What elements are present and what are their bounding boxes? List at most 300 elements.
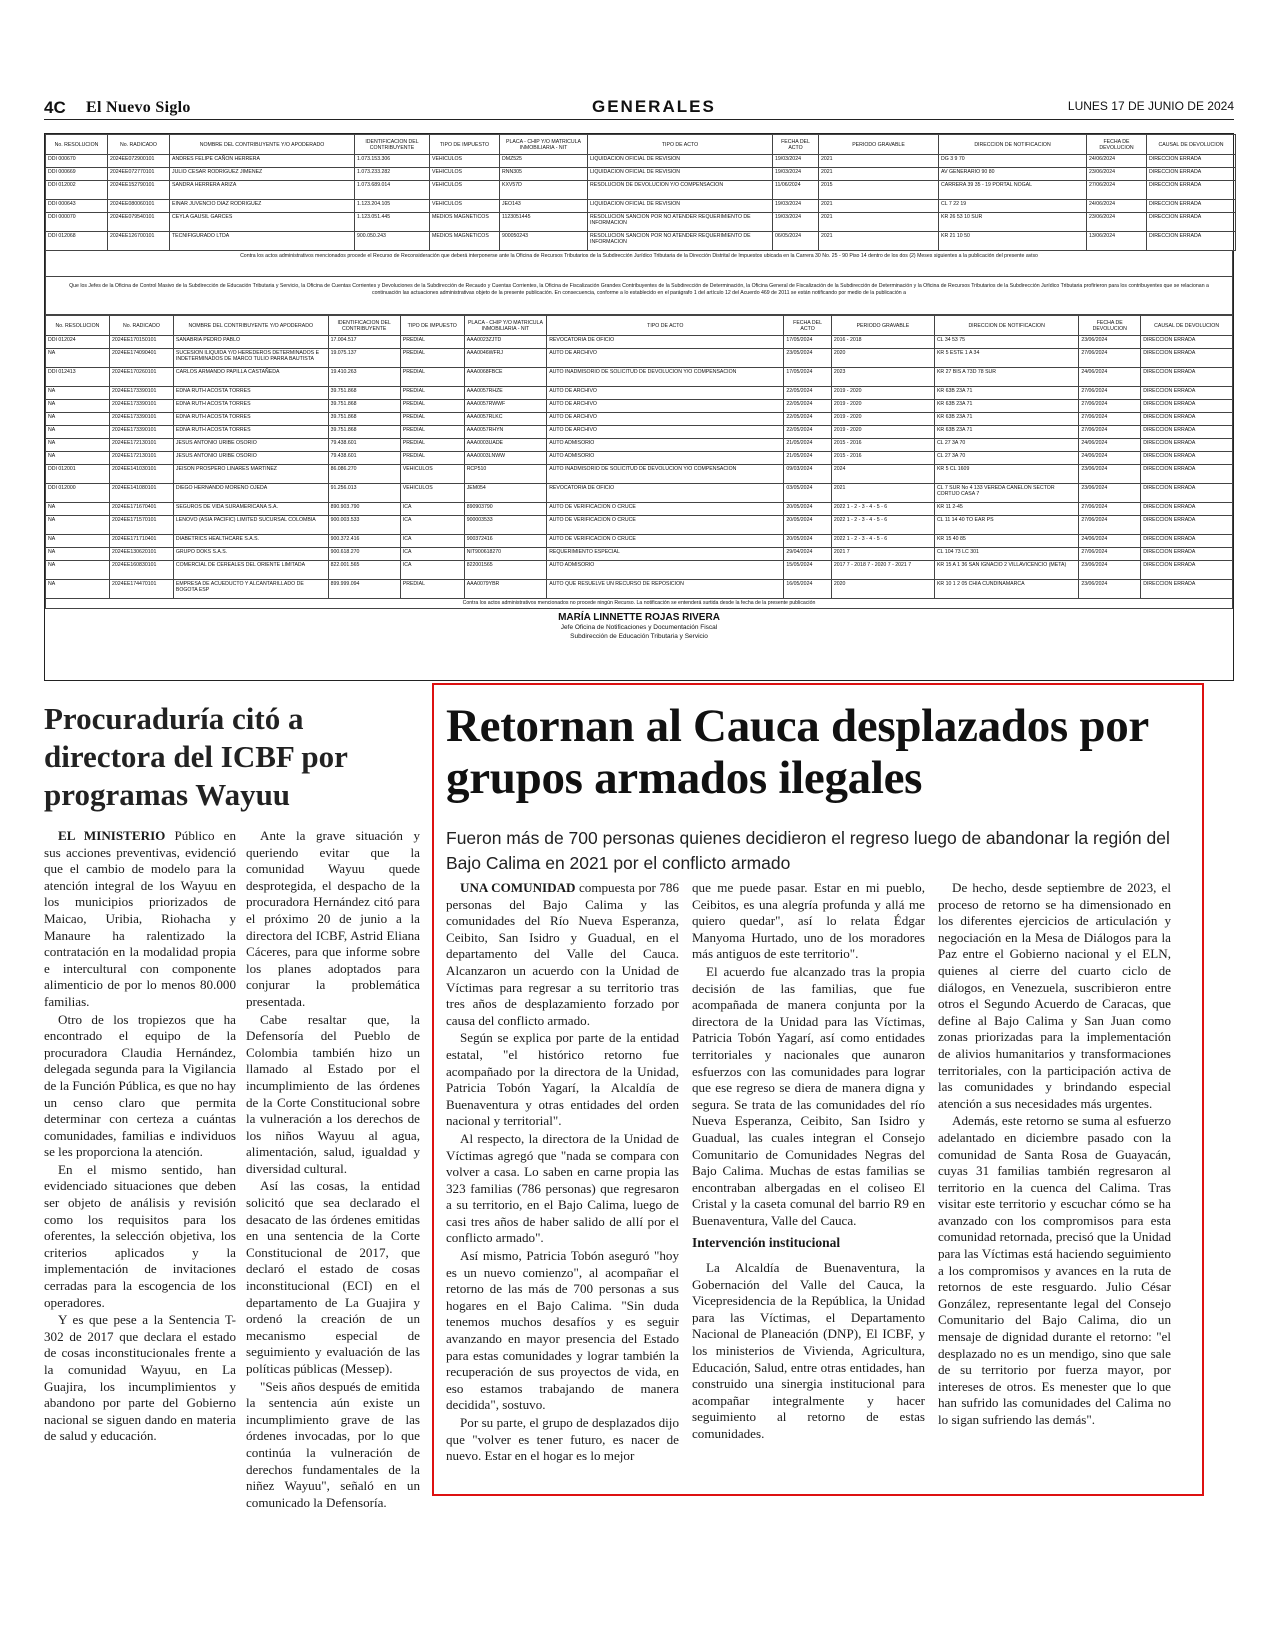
table-cell: AUTO DE ARCHIVO: [547, 426, 784, 439]
article-paragraph: Cabe resaltar que, la Defensoría del Pueblo de Colombia también hizo un llamado al Estado por el incumplimiento de las órdenes de la Corte Constitucional sobre la vulneración a los derechos de los niños Wayuu al agua, alimentación, salud, igualdad y diversidad cultural.: [246, 1011, 420, 1176]
table-cell: JEISON PROSPERO LINARES MARTINEZ: [173, 465, 328, 484]
table-cell: 2024EE171710401: [109, 535, 173, 548]
table-cell: 1.073.153.306: [355, 155, 430, 168]
column-header: CAUSAL DE DEVOLUCION: [1141, 316, 1233, 336]
table-cell: 2024: [831, 465, 934, 484]
table-cell: DIRECCION ERRADA: [1141, 535, 1233, 548]
table-row: [46, 484, 1233, 503]
table-cell: DIRECCION ERRADA: [1141, 452, 1233, 465]
notice-appeal-text: Contra los actos administrativos mencionados procede el Recurso de Reconsideración que deberá interponerse ante la Oficina de Recursos Tributarios de la Subdirección Jurídico Tributaria de la Dirección Distrital de Impuestos ubicada en la Carrera 30 No. 25 - 90 Piso 14 dentro de los dos (2) Meses siguientes a la publicación del presente aviso: [45, 251, 1233, 277]
table-row: [46, 213, 1236, 232]
column-header: IDENTIFICACION DEL CONTRIBUYENTE: [355, 135, 430, 155]
table-cell: DIRECCION ERRADA: [1141, 439, 1233, 452]
table-cell: EDNA RUTH ACOSTA TORRES: [173, 413, 328, 426]
table-cell: 23/06/2024: [1079, 465, 1141, 484]
table-cell: 24/06/2024: [1079, 368, 1141, 387]
table-row: [46, 535, 1233, 548]
table-cell: 900050243: [500, 232, 588, 251]
table-cell: KR 26 53 10 SUR: [939, 213, 1087, 232]
table-cell: 2024EE173390101: [109, 413, 173, 426]
table-cell: 2021: [819, 155, 939, 168]
table-cell: DIRECCION ERRADA: [1141, 413, 1233, 426]
table-cell: AUTO DE ARCHIVO: [547, 413, 784, 426]
table-cell: VEHICULOS: [400, 484, 464, 503]
newspaper-logo: El Nuevo Siglo: [86, 99, 191, 116]
table-cell: LENOVO (ASIA PACIFIC) LIMITED SUCURSAL COLOMBIA: [173, 516, 328, 535]
table-cell: 23/06/2024: [1079, 561, 1141, 580]
table-row: [46, 155, 1236, 168]
table-cell: DDI 012001: [46, 465, 110, 484]
table-cell: 20/05/2024: [784, 503, 831, 516]
column-header: No. RESOLUCION: [46, 316, 110, 336]
table-row: [46, 200, 1236, 213]
column-header: IDENTIFICACION DEL CONTRIBUYENTE: [328, 316, 400, 336]
article-paragraph: La Alcaldía de Buenaventura, la Gobernación del Valle del Cauca, la Vicepresidencia de la República, la Unidad para las Víctimas, el Departamento Nacional de Planeación (DNP), El ICBF, y los ministerios de Vivienda, Agricultura, Educación, Salud, entre otras entidades, han construido una sinergia institucional para acompañar integralmente y hacer seguimiento al retorno de estas comunidades.: [692, 1260, 925, 1441]
table-cell: 2024EE141080101: [109, 484, 173, 503]
table-cell: MEDIOS MAGNETICOS: [430, 232, 500, 251]
table-cell: AAA0023ZJTD: [464, 336, 547, 349]
paragraph-text: Público en sus acciones preventivas, evidenció que el cambio de modelo para la atención integral de los Wayuu en los municipios priorizados de Maicao, Uribia, Riohacha y Manaure ha ralentizado la contratación en la modalidad propia e intercultural con componente alimenticio de por lo menos 80.000 familias.: [44, 828, 236, 1009]
table-cell: 24/06/2024: [1087, 200, 1147, 213]
table-cell: 27/06/2024: [1079, 413, 1141, 426]
table-row: [46, 349, 1233, 368]
column-header: TIPO DE ACTO: [547, 316, 784, 336]
table-cell: 03/05/2024: [784, 484, 831, 503]
lead-in: UNA COMUNIDAD: [460, 880, 576, 895]
table-cell: DMZ525: [500, 155, 588, 168]
table-cell: NA: [46, 503, 110, 516]
table-cell: 19.075.137: [328, 349, 400, 368]
article-paragraph: Así las cosas, la entidad solicitó que sea declarado el desacato de las órdenes emitidas en una sentencia de la Corte Constitucional de 2017, que declaró el estado de cosas inconstitucional (ECI) en el departamento de La Guajira y ordenó la creación de un mecanismo especial de seguimiento y evaluación de las políticas públicas (Messep).: [246, 1178, 420, 1376]
table-cell: 17.004.517: [328, 336, 400, 349]
table-cell: PREDIAL: [400, 439, 464, 452]
column-header: TIPO DE IMPUESTO: [400, 316, 464, 336]
column-header: NOMBRE DEL CONTRIBUYENTE Y/O APODERADO: [173, 316, 328, 336]
table-cell: 899.999.094: [328, 580, 400, 599]
article-subhead: Intervención institucional: [692, 1235, 841, 1251]
table-cell: 822.001.565: [328, 561, 400, 580]
table-cell: EMPRESA DE ACUEDUCTO Y ALCANTARILLADO DE BOGOTA ESP: [173, 580, 328, 599]
table-cell: AUTO INADMISORIO DE SOLICITUD DE DEVOLUCION Y/O COMPENSACION: [547, 465, 784, 484]
table-cell: DDI 012000: [46, 484, 110, 503]
table-cell: 09/03/2024: [784, 465, 831, 484]
table-cell: 20/05/2024: [784, 535, 831, 548]
table-cell: EDNA RUTH ACOSTA TORRES: [173, 387, 328, 400]
table-cell: CARLOS ARMANDO PAPILLA CASTAÑEDA: [173, 368, 328, 387]
article-paragraph: Además, este retorno se suma al esfuerzo adelantado en diciembre pasado con la comunidad de Santa Rosa de Guayacán, cuyas 31 familias también regresaron al territorio en la cuenca del Calima. Tras visitar este territorio y escuchar cómo se ha avanzado con los compromisos para esta comunidad retornada, precisó que la Unidad para las Víctimas está haciendo seguimiento a los compromisos y avances en la ruta de retornos de este resguardo. Julio César González, representante legal del Consejo Comunitario del Bajo Calima, dio un mensaje de dignidad durante el retorno: "el desplazado no es un mendigo, sino que sale de su territorio por fuerza mayor, por intereses de otros. Es menester que lo que han sufrido las comunidades del Calima no lo sigan sufriendo las demás".: [938, 1113, 1171, 1427]
article-paragraph: "Seis años después de emitida la sentencia aún existe un incumplimiento grave de las órdenes invocadas, por lo que continúa la vulneración de derechos fundamentales de la niñez Wayuu", señaló en un comunicado la Defensoría.: [246, 1378, 420, 1510]
table-row: [46, 465, 1233, 484]
article-paragraph: [446, 1030, 679, 1130]
table-cell: JEO143: [500, 200, 588, 213]
table-cell: 890903790: [464, 503, 547, 516]
table-cell: 22/05/2024: [784, 387, 831, 400]
table-cell: KR 10 1 2 05 CHIA CUNDINAMARCA: [934, 580, 1078, 599]
table-cell: PREDIAL: [400, 349, 464, 368]
table-cell: NA: [46, 439, 110, 452]
table-cell: 2019 - 2020: [831, 400, 934, 413]
table-row: [46, 232, 1236, 251]
table-cell: AAA0057RHYN: [464, 426, 547, 439]
table-cell: LIQUIDACION OFICIAL DE REVISION: [588, 155, 773, 168]
section-title: GENERALES: [592, 97, 716, 116]
table-cell: DIRECCION ERRADA: [1147, 155, 1236, 168]
table-cell: 23/06/2024: [1087, 213, 1147, 232]
table-cell: AAA0057RHZE: [464, 387, 547, 400]
table-cell: GRUPO DOKS S.A.S.: [173, 548, 328, 561]
table-cell: DIRECCION ERRADA: [1147, 213, 1236, 232]
table-cell: 2024EE160830101: [109, 561, 173, 580]
table-cell: 06/05/2024: [773, 232, 819, 251]
article-paragraph: [446, 880, 679, 1029]
table-cell: 39.751.868: [328, 426, 400, 439]
table-cell: RESOLUCION SANCION POR NO ATENDER REQUERIMIENTO DE INFORMACION: [588, 213, 773, 232]
right-article-subtitle: Fueron más de 700 personas quienes decidieron el regreso luego de abandonar la región del Bajo Calima en 2021 por el conflicto armado: [446, 828, 1170, 873]
table-cell: SEGUROS DE VIDA SURAMERICANA S.A.: [173, 503, 328, 516]
table-cell: 17/05/2024: [784, 336, 831, 349]
table-cell: AAA0068FBCE: [464, 368, 547, 387]
table-cell: NA: [46, 349, 110, 368]
table-cell: PREDIAL: [400, 580, 464, 599]
column-header: FECHA DE DEVOLUCION: [1087, 135, 1147, 155]
table-cell: ICA: [400, 561, 464, 580]
table-cell: DDI 012024: [46, 336, 110, 349]
paragraph-text: Por su parte, el grupo de desplazados dijo que "volver es tener futuro, es nacer de nuevo. Estar en el hogar es lo mejor: [446, 1415, 679, 1464]
left-article-col2: [246, 828, 420, 1510]
table-cell: 2019 - 2020: [831, 413, 934, 426]
column-header: PLACA - CHIP Y/O MATRICULA INMOBILIARIA - NIT: [500, 135, 588, 155]
table-cell: 23/06/2024: [1079, 336, 1141, 349]
table-cell: 17/05/2024: [784, 368, 831, 387]
table-cell: AUTO QUE RESUELVE UN RECURSO DE REPOSICION: [547, 580, 784, 599]
table-cell: CL 27 3A 70: [934, 452, 1078, 465]
table-cell: JESUS ANTONIO URIBE OSORIO: [173, 439, 328, 452]
notice-table-2: [45, 315, 1233, 599]
table-cell: RCP510: [464, 465, 547, 484]
table-cell: 22/05/2024: [784, 400, 831, 413]
table-cell: AAA0003LNWW: [464, 452, 547, 465]
signer-role: Jefe Oficina de Notificaciones y Documentación Fiscal: [560, 624, 718, 631]
table-cell: 2024EE170260101: [109, 368, 173, 387]
table-cell: 27/06/2024: [1079, 426, 1141, 439]
table-cell: 24/06/2024: [1079, 452, 1141, 465]
article-paragraph: [44, 1162, 236, 1311]
table-row: [46, 439, 1233, 452]
table-cell: AAA0046WFRJ: [464, 349, 547, 368]
table-cell: 2022 1 - 2 - 3 - 4 - 5 - 6: [831, 535, 934, 548]
page-header: [44, 98, 1234, 120]
table-cell: 900372416: [464, 535, 547, 548]
table-cell: 27/06/2024: [1087, 181, 1147, 200]
table-cell: REQUERIMIENTO ESPECIAL: [547, 548, 784, 561]
table-cell: 2020: [831, 349, 934, 368]
table-cell: AUTO DE ARCHIVO: [547, 387, 784, 400]
table-cell: DDI 000643: [46, 200, 108, 213]
right-article-col3: [938, 880, 1171, 1480]
table-cell: DIRECCION ERRADA: [1141, 516, 1233, 535]
table-cell: 2020: [831, 580, 934, 599]
table-cell: DIRECCION ERRADA: [1141, 400, 1233, 413]
table-row: [46, 387, 1233, 400]
table-cell: 2015 - 2016: [831, 452, 934, 465]
table-row: [46, 580, 1233, 599]
table-cell: CEYLA GAUSIL GARCES: [170, 213, 355, 232]
table-cell: PREDIAL: [400, 336, 464, 349]
column-header: No. RESOLUCION: [46, 135, 108, 155]
signer-name: MARÍA LINNETTE ROJAS RIVERA: [558, 612, 720, 623]
notice-table-1: [45, 134, 1236, 251]
table-cell: 900.050.243: [355, 232, 430, 251]
article-paragraph: [44, 828, 236, 1011]
table-cell: KR 63B 23A 71: [934, 413, 1078, 426]
table-cell: 890.903.790: [328, 503, 400, 516]
table-cell: 1.123.051.445: [355, 213, 430, 232]
table-cell: 2022 1 - 2 - 3 - 4 - 5 - 6: [831, 516, 934, 535]
table-cell: 2024EE130620101: [109, 548, 173, 561]
table-cell: COMERCIAL DE CEREALES DEL ORIENTE LIMITADA: [173, 561, 328, 580]
article-paragraph: [44, 1012, 236, 1161]
paragraph-text: En el mismo sentido, han evidenciado situaciones que deben ser objeto de análisis y revisión como los requisitos para los oferentes, la selección objetiva, los criterios aplicados y la implementación de invitaciones cerradas para la escogencia de los operadores.: [44, 1161, 236, 1310]
table-cell: VEHICULOS: [430, 181, 500, 200]
article-paragraph: De hecho, desde septiembre de 2023, el proceso de retorno se ha dimensionado en los diferentes ejercicios de articulación y negociación en la Mesa de Diálogos para la Paz entre el Gobierno nacional y el ELN, quienes al cierre del cuarto ciclo de diálogos, en Venezuela, suscribieron entre otros el Segundo Acuerdo de Caracas, que define al Bajo Calima y San Juan como zonas priorizadas para la implementación de alivios humanitarios y transformaciones territoriales, con la participación activa de las comunidades y brindando especial atención a sus necesidades más urgentes.: [938, 880, 1171, 1111]
table-cell: KR 63B 23A 71: [934, 400, 1078, 413]
table-cell: NA: [46, 580, 110, 599]
table-cell: SANABRIA PEDRO PABLO: [173, 336, 328, 349]
table-cell: RESOLUCION DE DEVOLUCION Y/O COMPENSACION: [588, 181, 773, 200]
table-cell: NA: [46, 452, 110, 465]
table-cell: VEHICULOS: [430, 155, 500, 168]
table-cell: DIRECCION ERRADA: [1147, 181, 1236, 200]
table-cell: 11/06/2024: [773, 181, 819, 200]
table-cell: 27/06/2024: [1079, 387, 1141, 400]
table-cell: SANDRA HERRERA ARIZA: [170, 181, 355, 200]
table-cell: 900003533: [464, 516, 547, 535]
table-cell: DIRECCION ERRADA: [1147, 168, 1236, 181]
table-cell: 27/06/2024: [1079, 503, 1141, 516]
table-cell: 2023: [831, 368, 934, 387]
table-cell: NA: [46, 548, 110, 561]
table-cell: 23/06/2024: [1087, 168, 1147, 181]
table-cell: PREDIAL: [400, 387, 464, 400]
table-cell: AUTO DE ARCHIVO: [547, 400, 784, 413]
table-cell: PREDIAL: [400, 400, 464, 413]
table-cell: DIRECCION ERRADA: [1141, 387, 1233, 400]
notice-table-header: [46, 316, 1233, 336]
table-cell: DG 3 9 70: [939, 155, 1087, 168]
table-cell: 2019 - 2020: [831, 387, 934, 400]
table-cell: EINAR JUVENCIO DIAZ RODRIGUEZ: [170, 200, 355, 213]
table-cell: 2024EE171570101: [109, 516, 173, 535]
table-cell: 2021: [819, 168, 939, 181]
table-cell: 24/06/2024: [1087, 155, 1147, 168]
table-cell: MEDIOS MAGNETICOS: [430, 213, 500, 232]
notice-signature: [45, 612, 1233, 641]
column-header: FECHA DEL ACTO: [773, 135, 819, 155]
table-cell: 900.372.416: [328, 535, 400, 548]
table-cell: ICA: [400, 548, 464, 561]
table-cell: 2024EE126700101: [108, 232, 170, 251]
table-cell: NA: [46, 387, 110, 400]
table-cell: RNN305: [500, 168, 588, 181]
paragraph-text: compuesta por 786 personas del Bajo Calima y las comunidades del Río Nueva Esperanza, Ceibito, San Isidro y Guadual, en el departamento del Valle del Cauca. Alcanzaron un acuerdo con la Unidad de Víctimas para regresar a su territorio tras tres años de desplazamiento forzado por causa del conflicto armado.: [446, 880, 679, 1028]
table-cell: DIRECCION ERRADA: [1141, 465, 1233, 484]
table-cell: JESUS ANTONIO URIBE OSORIO: [173, 452, 328, 465]
table-cell: CL 27 3A 70: [934, 439, 1078, 452]
right-article-headline: Retornan al Cauca desplazados por grupos armados ilegales: [446, 700, 1149, 804]
table-cell: JEM054: [464, 484, 547, 503]
table-cell: NIT900618270: [464, 548, 547, 561]
table-cell: DDI 012068: [46, 232, 108, 251]
article-paragraph: Ante la grave situación y queriendo evitar que la comunidad Wayuu quede desprotegida, el despacho de la procuradora Hernández citó para el próximo 20 de junio a la directora del ICBF, Astrid Eliana Cáceres, para que informe sobre los planes adoptados para conjurar la problemática presentada.: [246, 828, 420, 1009]
table-cell: CL 11 14 40 TO EAR PS: [934, 516, 1078, 535]
table-cell: AUTO ADMISORIO: [547, 452, 784, 465]
table-cell: DIRECCION ERRADA: [1141, 336, 1233, 349]
table-cell: SUCESION ILIQUIDA Y/O HEREDEROS DETERMINADOS E INDETERMINADOS DE MARCO TULIO PARRA BAUTISTA: [173, 349, 328, 368]
table-row: [46, 561, 1233, 580]
table-cell: 15/05/2024: [784, 561, 831, 580]
table-cell: 2015 - 2016: [831, 439, 934, 452]
table-cell: 27/06/2024: [1079, 349, 1141, 368]
table-cell: 900.003.533: [328, 516, 400, 535]
table-cell: NA: [46, 426, 110, 439]
table-row: [46, 168, 1236, 181]
table-cell: 79.438.601: [328, 439, 400, 452]
table-cell: 2022 1 - 2 - 3 - 4 - 5 - 6: [831, 503, 934, 516]
table-row: [46, 516, 1233, 535]
table-cell: 2024EE172130101: [109, 439, 173, 452]
table-cell: NA: [46, 535, 110, 548]
table-cell: VEHICULOS: [400, 465, 464, 484]
paragraph-text: Y es que pese a la Sentencia T-302 de 2017 que declara el estado de cosas inconstitucionales frente a la comunidad Wayuu, en La Guajira, los incumplimientos y abandono por parte del Gobierno nacional se siguen dando en materia de salud y educación.: [44, 1312, 236, 1444]
table-cell: 2024EE072770101: [108, 168, 170, 181]
table-cell: NA: [46, 400, 110, 413]
table-cell: 900.618.270: [328, 548, 400, 561]
table-cell: DIRECCION ERRADA: [1141, 349, 1233, 368]
table-cell: AV GENERARIO 90 80: [939, 168, 1087, 181]
column-header: TIPO DE ACTO: [588, 135, 773, 155]
paragraph-text: Así mismo, Patricia Tobón aseguró "hoy es un nuevo comienzo", al acompañar el retorno de las más de 700 personas a sus hogares en el Bajo Calima. "Sin duda tenemos muchos desafíos y es seguir avanzando en mayor presencia del Estado para estas comunidades y lograr también la recuperación de sus proyectos de vida, en eso estamos trabajando de manera decidida", sostuvo.: [446, 1248, 679, 1413]
column-header: PERIODO GRAVABLE: [831, 316, 934, 336]
column-header: No. RADICADO: [109, 316, 173, 336]
table-cell: DIRECCION ERRADA: [1141, 580, 1233, 599]
table-cell: 23/05/2024: [784, 349, 831, 368]
table-cell: 22/05/2024: [784, 426, 831, 439]
table-cell: 13/06/2024: [1087, 232, 1147, 251]
table-cell: AUTO DE ARCHIVO: [547, 349, 784, 368]
table-cell: PREDIAL: [400, 368, 464, 387]
table-cell: KR 63B 23A 71: [934, 387, 1078, 400]
table-cell: 2021: [819, 213, 939, 232]
table-cell: 2024EE171670401: [109, 503, 173, 516]
table-cell: 2024EE174090401: [109, 349, 173, 368]
table-cell: 39.751.868: [328, 400, 400, 413]
table-cell: VEHICULOS: [430, 200, 500, 213]
paragraph-text: Según se explica por parte de la entidad estatal, "el histórico retorno fue acompañado por la directora de la Unidad, Patricia Tobón Yagarí, la Alcaldía de Buenaventura y otras entidades del orden nacional y territorial".: [446, 1030, 679, 1129]
paragraph-text: Otro de los tropiezos que ha encontrado el equipo de la procuradora Claudia Hernández, delegada segunda para la Vigilancia de la Función Pública, es que no hay un censo claro que permita determinar con certeza a cuántas comunidades, familias e individuos se les proporciona la atención.: [44, 1011, 237, 1160]
column-header: CAUSAL DE DEVOLUCION: [1147, 135, 1236, 155]
right-article-col2: [692, 880, 925, 1480]
table-row: [46, 413, 1233, 426]
table-cell: DIABETRICS HEALTHCARE S.A.S.: [173, 535, 328, 548]
table-cell: 27/06/2024: [1079, 400, 1141, 413]
table-row: [46, 503, 1233, 516]
article-paragraph: [44, 1312, 236, 1445]
table-cell: 2024EE172130101: [109, 452, 173, 465]
table-cell: NA: [46, 516, 110, 535]
left-article-headline: Procuraduría citó a directora del ICBF por programas Wayuu: [44, 701, 348, 812]
table-cell: 2021 7: [831, 548, 934, 561]
column-header: No. RADICADO: [108, 135, 170, 155]
table-cell: KR 5 ESTE 1 A 34: [934, 349, 1078, 368]
table-cell: 19/03/2024: [773, 213, 819, 232]
table-cell: ICA: [400, 503, 464, 516]
table-cell: CARRERA 39 35 - 19 PORTAL NOGAL: [939, 181, 1087, 200]
table-cell: ICA: [400, 535, 464, 548]
table-cell: 20/05/2024: [784, 516, 831, 535]
table-cell: DDI 012002: [46, 181, 108, 200]
table-cell: 27/06/2024: [1079, 548, 1141, 561]
table-cell: KR 15 40 85: [934, 535, 1078, 548]
table-row: [46, 368, 1233, 387]
table-cell: TECNIFIGURADO LTDA: [170, 232, 355, 251]
table-cell: 16/05/2024: [784, 580, 831, 599]
table-cell: DDI 000669: [46, 168, 108, 181]
table-cell: DIRECCION ERRADA: [1147, 200, 1236, 213]
table-cell: 2024EE173390101: [109, 426, 173, 439]
table-cell: AUTO DE VERIFICACION O CRUCE: [547, 516, 784, 535]
article-paragraph: que me puede pasar. Estar en mi pueblo, Ceibitos, es una alegría profunda y allá me quiero quedar", así lo relata Édgar Manyoma Hurtado, uno de los moradores más antiguos de este territorio".: [692, 880, 925, 962]
table-cell: 1123051445: [500, 213, 588, 232]
lead-in: EL MINISTERIO: [58, 828, 166, 843]
column-header: NOMBRE DEL CONTRIBUYENTE Y/O APODERADO: [170, 135, 355, 155]
table-cell: 2024EE173390101: [109, 387, 173, 400]
table-cell: 27/06/2024: [1079, 516, 1141, 535]
table-cell: NA: [46, 561, 110, 580]
table-cell: KR 15 A 1 36 SAN IGNACIO 2 VILLAVICENCIO (META): [934, 561, 1078, 580]
table-cell: 1.073.689.014: [355, 181, 430, 200]
table-cell: AUTO ADMISORIO: [547, 439, 784, 452]
table-cell: 2017 7 - 2018 7 - 2020 7 - 2021 7: [831, 561, 934, 580]
article-paragraph: El acuerdo fue alcanzado tras la propia decisión de las familias, que fue acompañada de manera conjunta por la directora de la Unidad para las Víctimas, Patricia Tobón Yagarí, así como entidades territoriales y nacionales que aunaron esfuerzos con las comunidades para lograr que ese regreso se diera de manera digna y segura. Se trata de las comunidades del río Nueva Esperanza, Ceibito, San Isidro y Guadual, las cuales integran el Consejo Comunitario de Comunidades Negras del Bajo Calima. Muchas de estas familias se encontraban albergadas en el coliseo El Cristal y la caseta comunal del barrio R9 en Buenaventura, Valle del Cauca.: [692, 963, 925, 1228]
table-cell: EDNA RUTH ACOSTA TORRES: [173, 426, 328, 439]
table-cell: 39.751.868: [328, 387, 400, 400]
page-number: 4C: [44, 98, 66, 117]
table-cell: AUTO INADMISORIO DE SOLICITUD DE DEVOLUCION Y/O COMPENSACION: [547, 368, 784, 387]
table-cell: DDI 000070: [46, 213, 108, 232]
table-row: [46, 181, 1236, 200]
table-cell: 822001565: [464, 561, 547, 580]
table-cell: KR 63B 23A 71: [934, 426, 1078, 439]
table-cell: ANDRES FELIPE CAÑON HERRERA: [170, 155, 355, 168]
table-row: [46, 452, 1233, 465]
signer-office: Subdirección de Educación Tributaria y Servicio: [570, 633, 708, 640]
tax-notice: [44, 133, 1234, 681]
table-cell: 19/03/2024: [773, 168, 819, 181]
table-cell: DIRECCION ERRADA: [1141, 548, 1233, 561]
table-cell: 19.410.263: [328, 368, 400, 387]
paragraph-text: Al respecto, la directora de la Unidad de Víctimas agregó que "nada se compara con volver a casa. Lo saben en carne propia las 323 familias (786 personas) que regresaron a su territorio, en el Bajo Calima, luego de casi tres años de haber salido de allí por el conflicto armado".: [446, 1130, 679, 1246]
table-cell: 19/03/2024: [773, 155, 819, 168]
table-cell: 39.751.868: [328, 413, 400, 426]
table-cell: AAA0079YBR: [464, 580, 547, 599]
right-article-col1: [446, 880, 679, 1480]
table-row: [46, 400, 1233, 413]
table-cell: AUTO ADMISORIO: [547, 561, 784, 580]
notice-intro-text: Que los Jefes de la Oficina de Control Masivo de la Subdirección de Educación Tributaria y Servicio, la Oficina de Cuentas Corrientes y Devoluciones de la Subdirección de Recaudo y Cuentas Corrientes, la Oficina de Fiscalización Grandes Contribuyentes de la Subdirección de Determinación, la Oficina General de Fiscalización de la Subdirección de Determinación y la Oficina de Recursos Tributarios de la Subdirección Jurídico Tributaria profirieron para los contribuyentes que se relacionan a continuación las actuaciones administrativas objeto de la presente publicación. En consecuencia, conforme a lo establecido en el parágrafo 1 del artículo 12 del Acuerdo 469 de 2011 se están notificando por medio de la publicación a: [45, 277, 1233, 315]
table-cell: DDI 012413: [46, 368, 110, 387]
table-cell: 2024EE080060101: [108, 200, 170, 213]
table-cell: KR 11 2-45: [934, 503, 1078, 516]
